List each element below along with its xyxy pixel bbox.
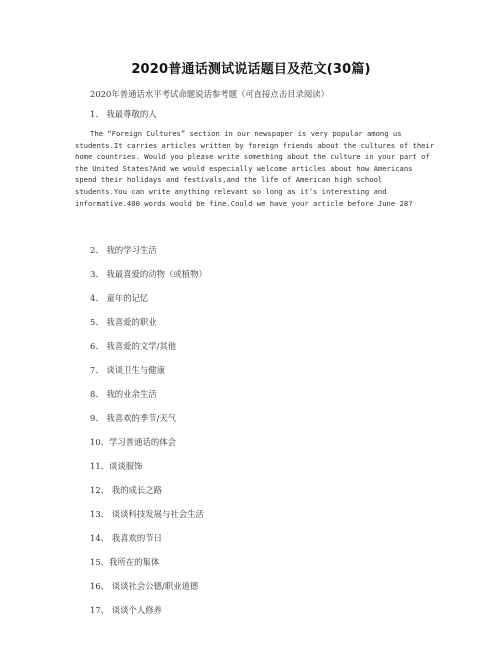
list-item: 8、 我的业余生活 (90, 389, 157, 399)
list-item: 9、 我喜欢的季节/天气 (90, 413, 177, 423)
list-item: 3、 我最喜爱的动物（或植物） (90, 269, 207, 279)
list-item: 13、 谈谈科技发展与社会生活 (90, 509, 204, 519)
list-item: 2、 我的学习生活 (90, 245, 157, 255)
list-item: 10、学习普通话的体会 (90, 437, 177, 447)
list-item: 6、 我喜爱的文学/其他 (90, 341, 177, 351)
essay-paragraph: The “Foreign Cultures” section in our newspaper is very popular among us students.It carries articles written by foreign friends about the cultures of their home countries. Would you please write something about the culture in your part of the United States?And we would especially welcome articles about how Americans spend their holidays and festivals,and the life of American high school students.You can write anything relevant so long as it’s interesting and informative.400 words would be fine.Could we have your article before June 28? (75, 129, 435, 208)
list-item: 4、 童年的记忆 (90, 293, 149, 303)
list-item: 14、 我喜欢的节日 (90, 533, 162, 543)
list-item: 7、 谈谈卫生与健康 (90, 365, 165, 375)
document-subtitle: 2020年普通话水平考试命题说话参考题（可直接点击目录阅读） (90, 89, 330, 99)
document-title: 2020普通话测试说话题目及范文(30篇) (131, 62, 371, 77)
list-item: 11、谈谈服饰 (90, 461, 143, 471)
list-item: 12、 我的成长之路 (90, 485, 162, 495)
list-item: 15、我所在的集体 (90, 557, 160, 567)
list-item: 5、 我喜爱的职业 (90, 317, 157, 327)
list-item: 1、 我最尊敬的人 (90, 109, 157, 119)
list-item: 16、 谈谈社会公德/职业道德 (90, 581, 199, 591)
list-item: 17、 谈谈个人修养 (90, 605, 162, 615)
